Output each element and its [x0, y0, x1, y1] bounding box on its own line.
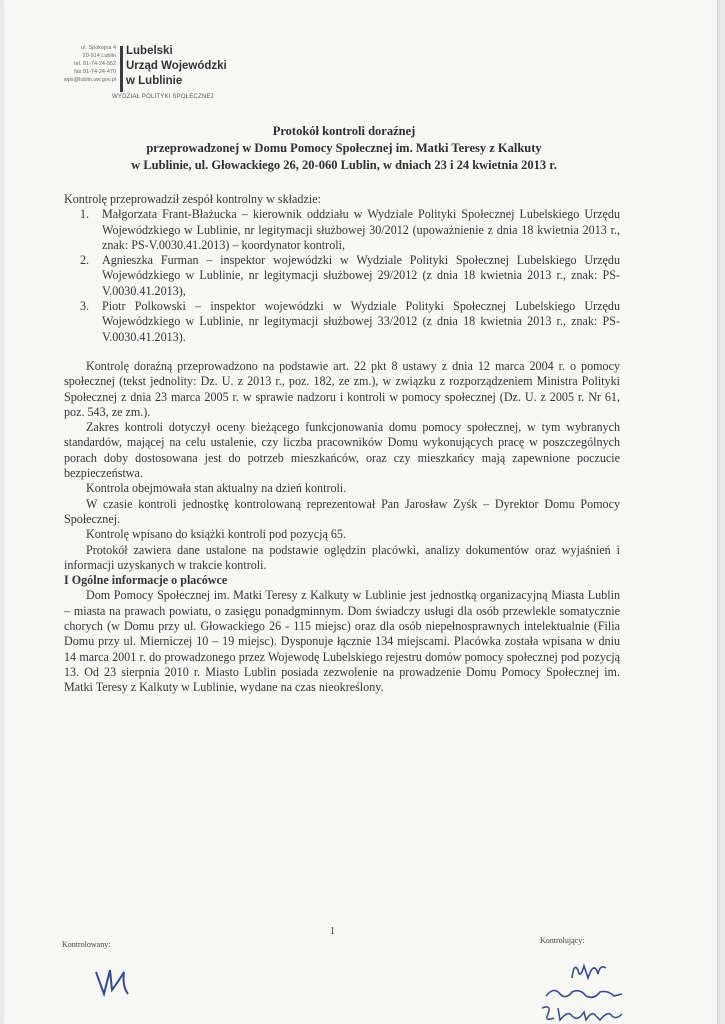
paragraph: Kontrola obejmowała stan aktualny na dzień kontroli. [86, 481, 347, 496]
office-name-line: Urząd Wojewódzki [126, 60, 227, 72]
team-member-text: Agnieszka Furman – inspektor wojewódzki w Wydziale Polityki Społecznej Lubelskiego Urzędu Wojewódzkiego w Lublinie, nr legitymacji służbowej 29/2012 (z dnia 18 kwietnia 2013 r., znak: PS-V.0030.41.2013), [102, 253, 620, 298]
document-body [64, 192, 620, 696]
controller-signature [564, 958, 614, 984]
team-member [64, 299, 620, 345]
document-subtitle-line: w Lublinie, ul. Głowackiego 26, 20-060 Lublin, w dniach 23 i 24 kwietnia 2013 r. [131, 158, 557, 172]
paragraph: Kontrolę wpisano do książki kontroli pod pozycją 65. [86, 527, 346, 542]
list-number: 3. [80, 299, 90, 314]
paragraph: Protokół zawiera dane ustalone na podstawie oględzin placówki, analizy dokumentów oraz wyjaśnień i informacji uzyskanych w trakcie kontroli. [64, 542, 620, 572]
team-intro: Kontrolę przeprowadził zespół kontrolny w składzie: [64, 192, 321, 206]
document-title: Protokół kontroli doraźnej [272, 124, 416, 138]
address-line: wps@lublin.uw.gov.pl [63, 77, 116, 83]
paragraph: Dom Pomocy Społecznej im. Matki Teresy z Kalkuty w Lublinie jest jednostką organizacyjną Miasta Lublin – miasta na prawach powiatu, o zasięgu ponadgminnym. Dom świadczy usługi dla osób przewlekle somatycznie chorych (w Domu przy ul. Głowackiego 26 - 115 miejsc) oraz dla osób niepełnosprawnych intelektualnie (Filia Domu przy ul. Mierniczej 10 – 19 miejsc). Dysponuje łącznie 134 miejscami. Placówka została wpisana w dniu 14 marca 2001 r. do prowadzonego przez Wojewodę Lubelskiego rejestru domów pomocy społecznej pod pozycją 13. Od 23 sierpnia 2010 r. Miasto Lublin posiada zezwolenie na prowadzenie Domu Pomocy Społecznej im. Matki Teresy z Kalkuty w Lublinie, wydane na czas nieokreślony. [64, 588, 620, 695]
document-page [4, 0, 717, 1024]
office-address [26, 44, 116, 84]
paragraph: W czasie kontroli jednostkę kontrolowaną reprezentował Pan Jarosław Zyśk – Dyrektor Domu Pomocy Społecznej. [64, 496, 620, 526]
page-number: 1 [330, 926, 335, 937]
team-list [64, 207, 620, 345]
office-name [126, 44, 227, 89]
address-line: fax 81-74-24-470 [74, 69, 116, 75]
list-number: 2. [80, 253, 90, 268]
paragraph: Kontrolę doraźną przeprowadzono na podstawie art. 22 pkt 8 ustawy z dnia 12 marca 2004 r. o pomocy społecznej (tekst jednolity: Dz. U. z 2013 r., poz. 182, ze zm.), w związku z rozporządzeniem Ministra Polityki Społecznej z dnia 23 marca 2005 r. w sprawie nadzoru i kontroli w pomocy społecznej (Dz. U. z 2005 r. Nr 61, poz. 543, ze zm.). [64, 358, 620, 419]
list-number: 1. [80, 207, 90, 222]
address-line: ul. Spokojna 4 [81, 45, 116, 51]
section-heading: I Ogólne informacje o placówce [64, 573, 228, 588]
team-member [64, 207, 620, 253]
letterhead [26, 44, 286, 108]
office-name-line: w Lublinie [126, 75, 183, 87]
team-member-text: Małgorzata Frant-Błażucka – kierownik oddziału w Wydziale Polityki Społecznej Lubelskiego Urzędu Wojewódzkiego w Lublinie, nr legitymacji służbowej 30/2012 (upoważnienie z dnia 18 kwietnia 2013 r., znak: PS-V.0030.41.2013) – koordynator kontroli, [102, 207, 620, 252]
controller-signature [538, 1002, 624, 1024]
letterhead-divider [120, 46, 123, 92]
team-member-text: Piotr Polkowski – inspektor wojewódzki w Wydziale Polityki Społecznej Lubelskiego Urzędu Wojewódzkiego w Lublinie, nr legitymacji służbowej 33/2012 (z dnia 18 kwietnia 2013 r., znak: PS-V.0030.41.2013). [102, 299, 620, 344]
controller-signature [542, 984, 626, 1002]
paragraph: Zakres kontroli dotyczył oceny bieżącego funkcjonowania domu pomocy społecznej, w tym wybranych standardów, mającej na celu ustalenie, czy liczba pracowników Domu wykonujących pracę w poszczególnych porach doby dostosowana jest do potrzeb mieszkańców, oraz czy mieszkańcy mają zapewnione poczucie bezpieczeństwa. [64, 420, 620, 481]
team-member [64, 253, 620, 299]
address-line: 20-914 Lublin [82, 53, 116, 59]
controlled-party-signature [92, 964, 132, 1000]
controllers-label: Kontrolujący: [540, 936, 585, 945]
document-subtitle-line: przeprowadzonej w Domu Pomocy Społecznej im. Matki Teresy z Kalkuty [146, 141, 542, 155]
department-name: WYDZIAŁ POLITYKI SPOŁECZNEJ [112, 94, 214, 100]
office-name-line: Lubelski [126, 45, 173, 57]
controlled-party-label: Kontrolowany: [62, 940, 111, 949]
address-line: tel. 81-74-24-552 [74, 61, 116, 67]
